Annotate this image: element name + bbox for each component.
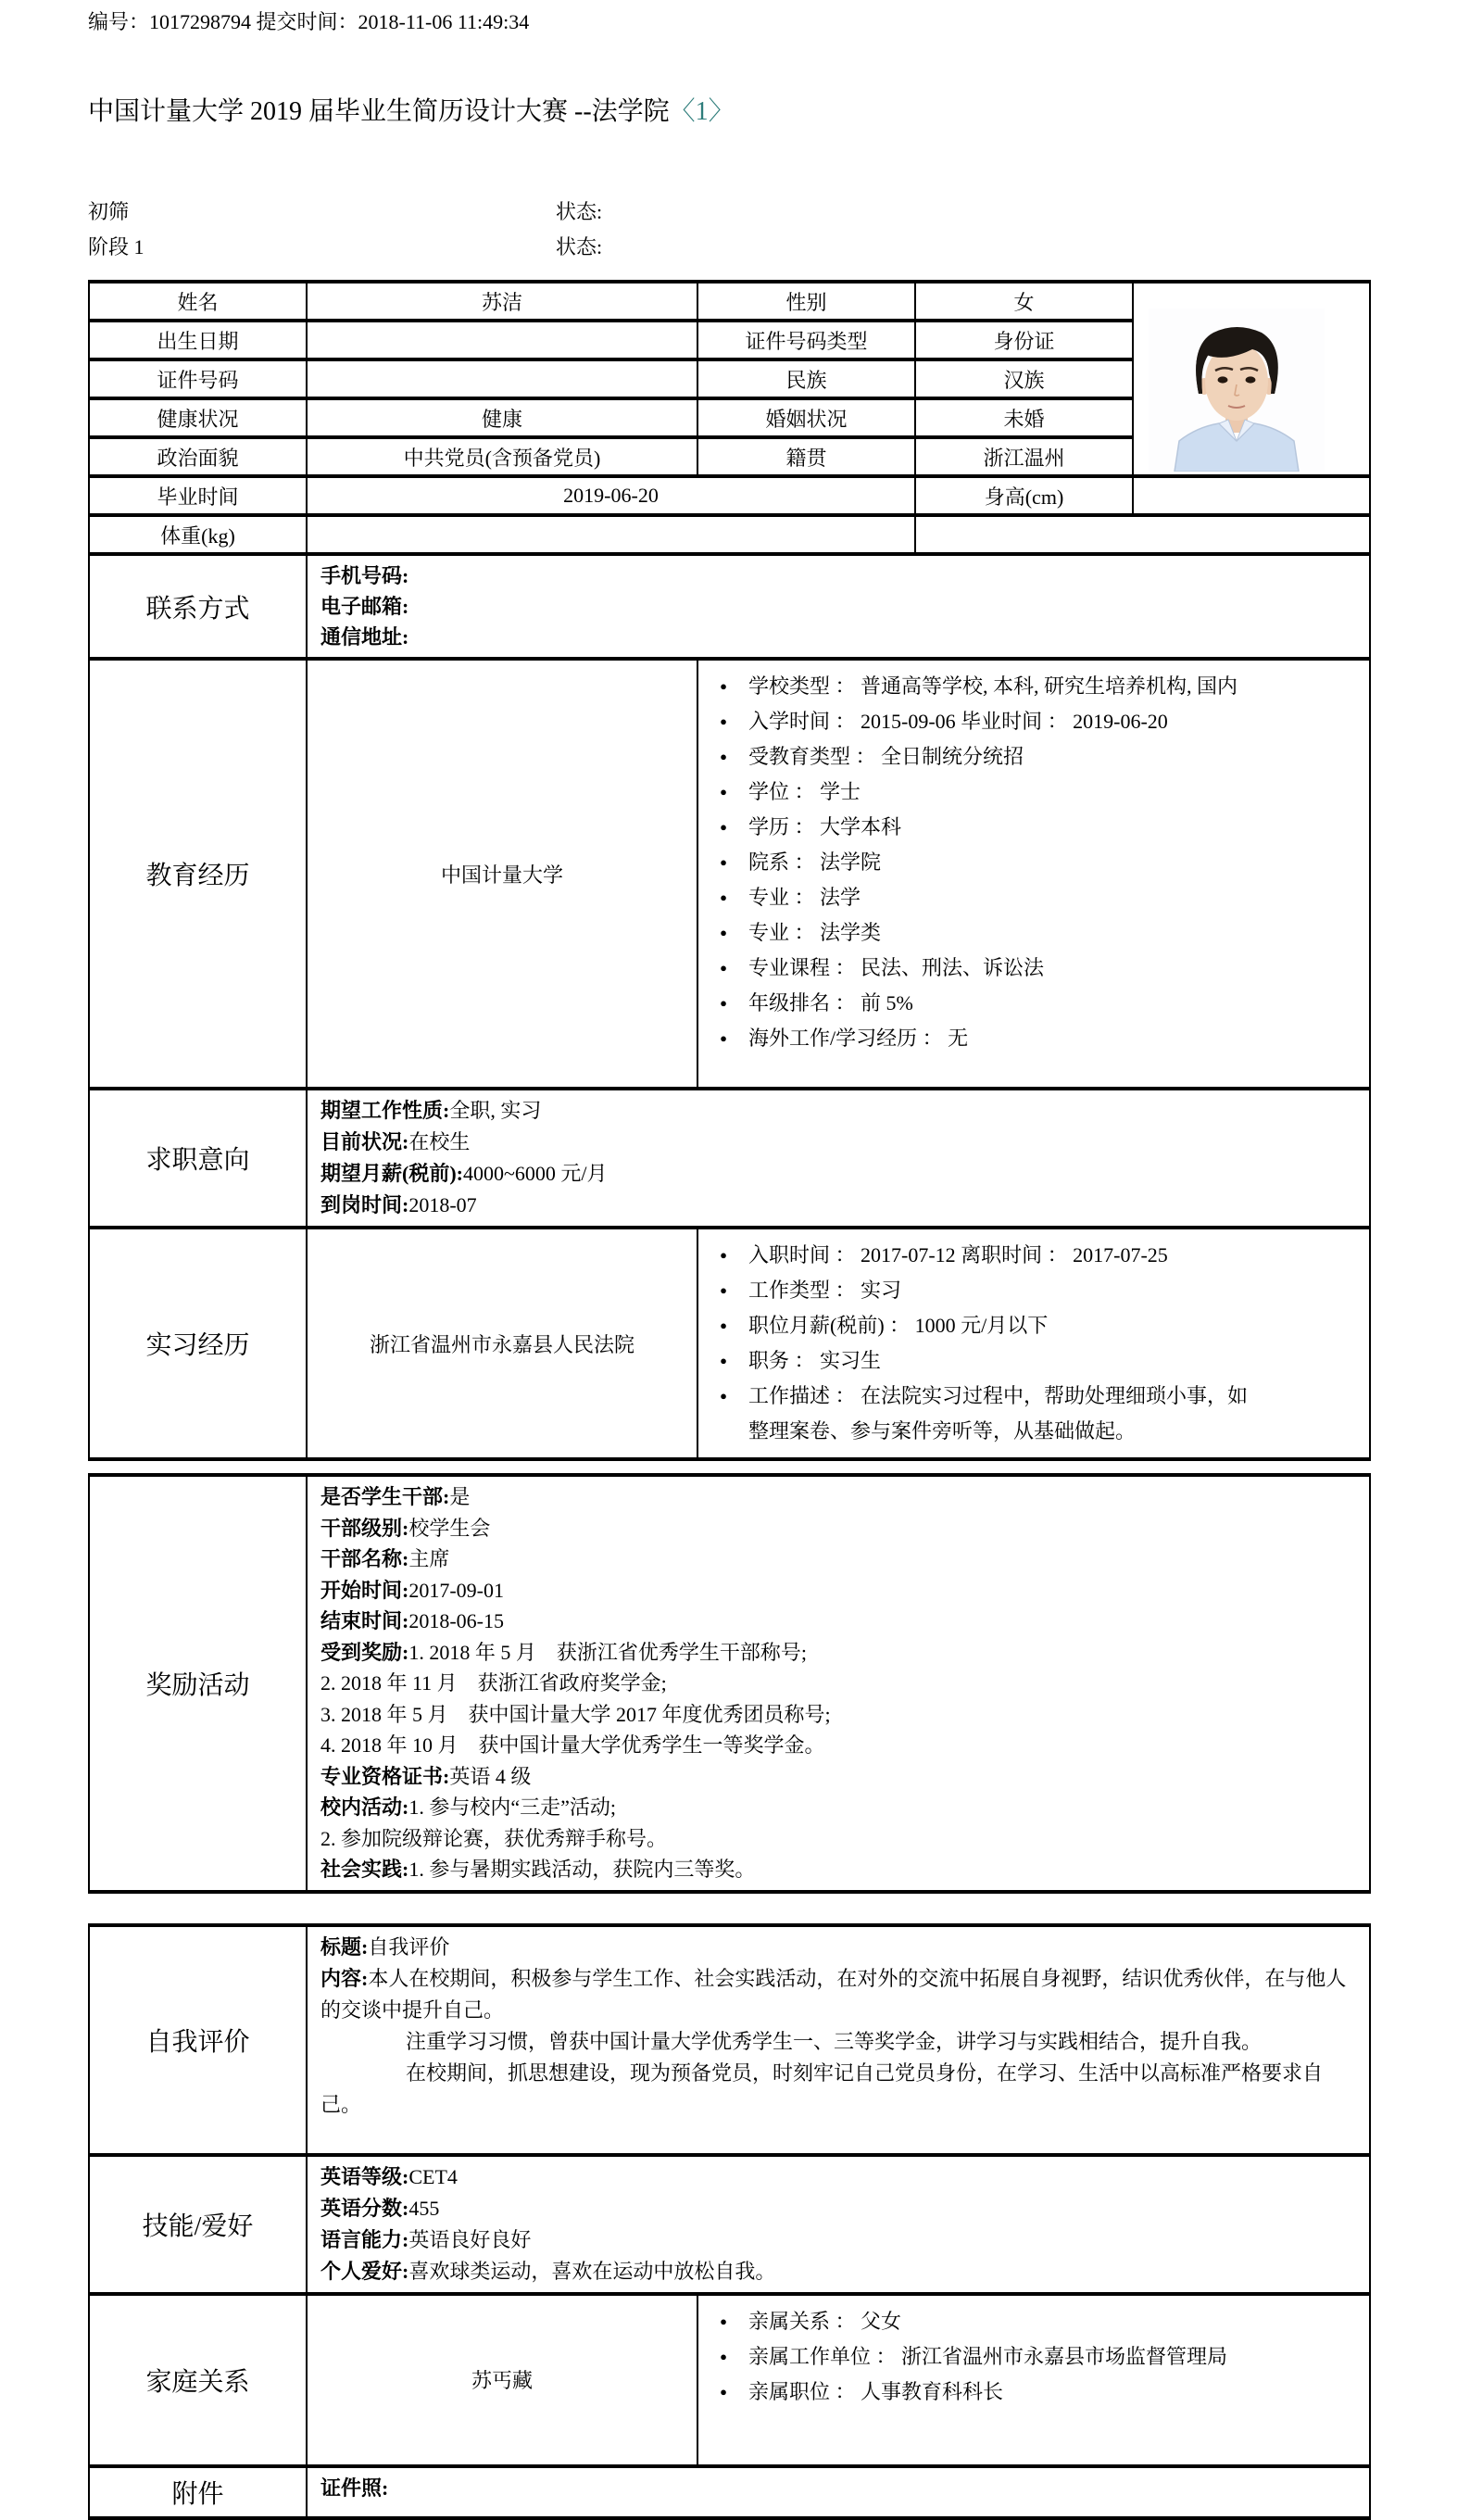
row-awards bbox=[89, 1475, 1370, 1892]
field-health-label: 健康状况 bbox=[89, 398, 307, 437]
row-contact bbox=[89, 554, 1370, 659]
row-internship bbox=[89, 1228, 1370, 1459]
awards-line: 开始时间:2017-09-01 bbox=[320, 1578, 504, 1602]
job-intent-line: 目前状况:在校生 bbox=[320, 1130, 471, 1153]
field-gender-label: 性别 bbox=[697, 282, 915, 321]
awards-line: 干部名称:主席 bbox=[320, 1547, 450, 1570]
education-bullet: ● 院系 ： 法学院 bbox=[698, 845, 1360, 880]
education-bullet: ● 年级排名 ： 前 5% bbox=[698, 986, 1360, 1021]
field-health-value: 健康 bbox=[307, 398, 697, 437]
awards-line: 校内活动:1. 参与校内“三走”活动; bbox=[320, 1796, 616, 1819]
education-details bbox=[697, 659, 1370, 1089]
field-ethnic-label: 民族 bbox=[697, 359, 915, 398]
field-political-value: 中共党员(含预备党员) bbox=[307, 437, 697, 476]
family-bullet: ● 亲属职位 ： 人事教育科科长 bbox=[698, 2375, 1360, 2410]
status-label-stage1: 状态: bbox=[556, 235, 603, 258]
awards-table bbox=[88, 1473, 1371, 1894]
awards-line: 结束时间:2018-06-15 bbox=[320, 1609, 504, 1632]
awards-line: 干部级别:校学生会 bbox=[320, 1516, 491, 1540]
education-bullet: ● 学校类型 ： 普通高等学校, 本科, 研究生培养机构, 国内 bbox=[698, 669, 1360, 704]
internship-company: 浙江省温州市永嘉县人民法院 bbox=[307, 1228, 697, 1459]
job-intent-line: 到岗时间:2018-07 bbox=[320, 1193, 477, 1216]
awards-line: 2. 参加院级辩论赛，获优秀辩手称号。 bbox=[320, 1826, 668, 1850]
bullet-icon: ● bbox=[720, 785, 727, 799]
page-title-text: 中国计量大学 2019 届毕业生简历设计大赛 --法学院 bbox=[88, 97, 670, 126]
bullet-icon: ● bbox=[720, 890, 727, 904]
field-graduation-label: 毕业时间 bbox=[89, 476, 307, 515]
education-bullet: ● 海外工作/学习经历 ： 无 bbox=[698, 1021, 1360, 1056]
self-eval-content-line: 内容:本人在校期间，积极参与学生工作、社会实践活动，在对外的交流中拓展自身视野，结识优秀伙伴，在与他人的交谈中提升自己。 bbox=[320, 1966, 1347, 2022]
family-bullet: ● 亲属关系 ： 父女 bbox=[698, 2304, 1360, 2339]
bullet-icon: ● bbox=[720, 750, 727, 763]
field-birthdate-label: 出生日期 bbox=[89, 321, 307, 359]
education-bullet: ● 受教育类型 ： 全日制统分统招 bbox=[698, 739, 1360, 775]
bullet-icon: ● bbox=[720, 2313, 727, 2328]
bullet-icon: ● bbox=[720, 1031, 727, 1045]
row-self-eval bbox=[89, 1925, 1370, 2155]
bullet-icon: ● bbox=[720, 1318, 727, 1332]
internship-bullet: ● 入职时间 ： 2017-07-12 离职时间 ： 2017-07-25 bbox=[698, 1238, 1360, 1273]
education-bullet: ● 专业课程 ： 民法、刑法、诉讼法 bbox=[698, 951, 1360, 986]
row-attachment bbox=[89, 2466, 1370, 2518]
field-political-label: 政治面貌 bbox=[89, 437, 307, 476]
id-photo-image bbox=[1149, 309, 1325, 472]
bullet-icon: ● bbox=[720, 1354, 727, 1367]
education-bullet: ● 学历 ： 大学本科 bbox=[698, 810, 1360, 845]
family-member-name: 苏丐藏 bbox=[307, 2294, 697, 2466]
skills-line: 个人爱好:喜欢球类运动，喜欢在运动中放松自我。 bbox=[320, 2259, 776, 2283]
bullet-icon: ● bbox=[720, 2384, 727, 2399]
bullet-icon: ● bbox=[720, 1283, 727, 1297]
internship-details bbox=[697, 1228, 1370, 1459]
education-bullet: ● 专业 ： 法学 bbox=[698, 880, 1360, 915]
skills-line: 英语等级:CET4 bbox=[320, 2164, 458, 2188]
attachment-content bbox=[307, 2466, 1370, 2518]
bullet-icon: ● bbox=[720, 679, 727, 693]
row-skills bbox=[89, 2155, 1370, 2294]
awards-line: 受到奖励:1. 2018 年 5 月 获浙江省优秀学生干部称号; bbox=[320, 1640, 807, 1664]
field-weight-label: 体重(kg) bbox=[89, 515, 307, 554]
doc-meta-line: 编号：1017298794 提交时间：2018-11-06 11:49:34 bbox=[88, 10, 530, 33]
field-gender-value: 女 bbox=[915, 282, 1133, 321]
awards-line: 3. 2018 年 5 月 获中国计量大学 2017 年度优秀团员称号; bbox=[320, 1702, 831, 1726]
internship-bullet: ● 工作类型 ： 实习 bbox=[698, 1273, 1360, 1308]
section-job-intent: 求职意向 bbox=[89, 1089, 307, 1228]
bullet-icon: ● bbox=[720, 2349, 727, 2363]
field-birthdate-value bbox=[307, 321, 697, 359]
summary-table bbox=[88, 1923, 1371, 2520]
bullet-icon: ● bbox=[720, 820, 727, 834]
internship-bullet: ● 职位月薪(税前) ： 1000 元/月以下 bbox=[698, 1308, 1360, 1343]
education-school: 中国计量大学 bbox=[307, 659, 697, 1089]
section-internship: 实习经历 bbox=[89, 1228, 307, 1459]
skills-content bbox=[307, 2155, 1370, 2294]
family-bullet: ● 亲属工作单位 ： 浙江省温州市永嘉县市场监督管理局 bbox=[698, 2339, 1360, 2375]
internship-bullet: ● 职务 ： 实习生 bbox=[698, 1343, 1360, 1379]
awards-line: 专业资格证书:英语 4 级 bbox=[320, 1764, 532, 1788]
field-idtype-label: 证件号码类型 bbox=[697, 321, 915, 359]
family-details bbox=[697, 2294, 1370, 2466]
contact-line-address: 通信地址: bbox=[320, 625, 409, 649]
status-label-screening: 状态: bbox=[556, 200, 603, 223]
field-height-value bbox=[1133, 476, 1370, 515]
field-height-label: 身高(cm) bbox=[915, 476, 1133, 515]
status-stage-stage1: 阶段 1 bbox=[88, 235, 144, 258]
self-eval-paragraph: 在校期间，抓思想建设，现为预备党员，时刻牢记自己党员身份，在学习、生活中以高标准严格要求自己。 bbox=[320, 2060, 1324, 2116]
job-intent-content bbox=[307, 1089, 1370, 1228]
section-self-eval: 自我评价 bbox=[89, 1925, 307, 2155]
job-intent-line: 期望月薪(税前):4000~6000 元/月 bbox=[320, 1162, 608, 1185]
bullet-icon: ● bbox=[720, 996, 727, 1010]
bullet-icon: ● bbox=[720, 855, 727, 869]
bullet-icon: ● bbox=[720, 714, 727, 728]
page-title bbox=[88, 96, 1372, 128]
awards-line: 是否学生干部:是 bbox=[320, 1485, 471, 1508]
section-skills: 技能/爱好 bbox=[89, 2155, 307, 2294]
row-graduation-height bbox=[89, 476, 1370, 515]
awards-content bbox=[307, 1475, 1370, 1892]
awards-line: 2. 2018 年 11 月 获浙江省政府奖学金; bbox=[320, 1671, 667, 1695]
id-photo bbox=[1149, 309, 1325, 472]
awards-line: 4. 2018 年 10 月 获中国计量大学优秀学生一等奖学金。 bbox=[320, 1733, 825, 1757]
row-weight bbox=[89, 515, 1370, 554]
photo-cell bbox=[1133, 282, 1370, 476]
field-ethnic-value: 汉族 bbox=[915, 359, 1133, 398]
contact-content bbox=[307, 554, 1370, 659]
section-contact: 联系方式 bbox=[89, 554, 307, 659]
contact-line-email: 电子邮箱: bbox=[320, 595, 409, 618]
status-block bbox=[88, 195, 1372, 265]
self-eval-content bbox=[307, 1925, 1370, 2155]
skills-line: 英语分数:455 bbox=[320, 2196, 440, 2220]
field-weight-value bbox=[307, 515, 915, 554]
field-native-label: 籍贯 bbox=[697, 437, 915, 476]
bullet-icon: ● bbox=[720, 1248, 727, 1262]
title-tag: 〈1〉 bbox=[669, 97, 735, 126]
section-family: 家庭关系 bbox=[89, 2294, 307, 2466]
education-bullet: ● 专业 ： 法学类 bbox=[698, 915, 1360, 951]
field-marriage-label: 婚姻状况 bbox=[697, 398, 915, 437]
field-idno-value bbox=[307, 359, 697, 398]
field-native-value: 浙江温州 bbox=[915, 437, 1133, 476]
awards-line: 社会实践:1. 参与暑期实践活动，获院内三等奖。 bbox=[320, 1858, 756, 1881]
bullet-icon: ● bbox=[720, 1389, 727, 1403]
profile-table bbox=[88, 280, 1371, 1461]
attachment-line: 证件照: bbox=[320, 2476, 389, 2500]
contact-line-phone: 手机号码: bbox=[320, 564, 409, 587]
status-row-stage1 bbox=[88, 230, 1372, 265]
self-eval-paragraph: 注重学习习惯，曾获中国计量大学优秀学生一、三等奖学金，讲学习与实践相结合，提升自我。 bbox=[406, 2029, 1263, 2053]
field-idtype-value: 身份证 bbox=[915, 321, 1133, 359]
field-name-value: 苏洁 bbox=[307, 282, 697, 321]
status-row-screening bbox=[88, 195, 1372, 230]
education-bullet: ● 学位 ： 学士 bbox=[698, 775, 1360, 810]
row-education bbox=[89, 659, 1370, 1089]
internship-bullet: ● 工作描述 ： 在法院实习过程中，帮助处理细琐小事，如整理案卷、参与案件旁听等，从基础做起。 bbox=[698, 1379, 1360, 1449]
row-family bbox=[89, 2294, 1370, 2466]
bullet-icon: ● bbox=[720, 926, 727, 939]
skills-line: 语言能力:英语良好良好 bbox=[320, 2227, 532, 2251]
section-education: 教育经历 bbox=[89, 659, 307, 1089]
field-name-label: 姓名 bbox=[89, 282, 307, 321]
bullet-icon: ● bbox=[720, 961, 727, 975]
section-awards: 奖励活动 bbox=[89, 1475, 307, 1892]
field-weight-extra bbox=[915, 515, 1370, 554]
job-intent-line: 期望工作性质:全职, 实习 bbox=[320, 1099, 542, 1122]
education-bullet: ● 入学时间 ： 2015-09-06 毕业时间 ： 2019-06-20 bbox=[698, 704, 1360, 739]
section-attachment: 附件 bbox=[89, 2466, 307, 2518]
field-marriage-value: 未婚 bbox=[915, 398, 1133, 437]
row-name-gender bbox=[89, 282, 1370, 321]
field-graduation-value: 2019-06-20 bbox=[307, 476, 915, 515]
field-idno-label: 证件号码 bbox=[89, 359, 307, 398]
self-eval-title-line: 标题:自我评价 bbox=[320, 1934, 450, 1959]
row-job-intent bbox=[89, 1089, 1370, 1228]
status-stage-screening: 初筛 bbox=[88, 200, 130, 223]
